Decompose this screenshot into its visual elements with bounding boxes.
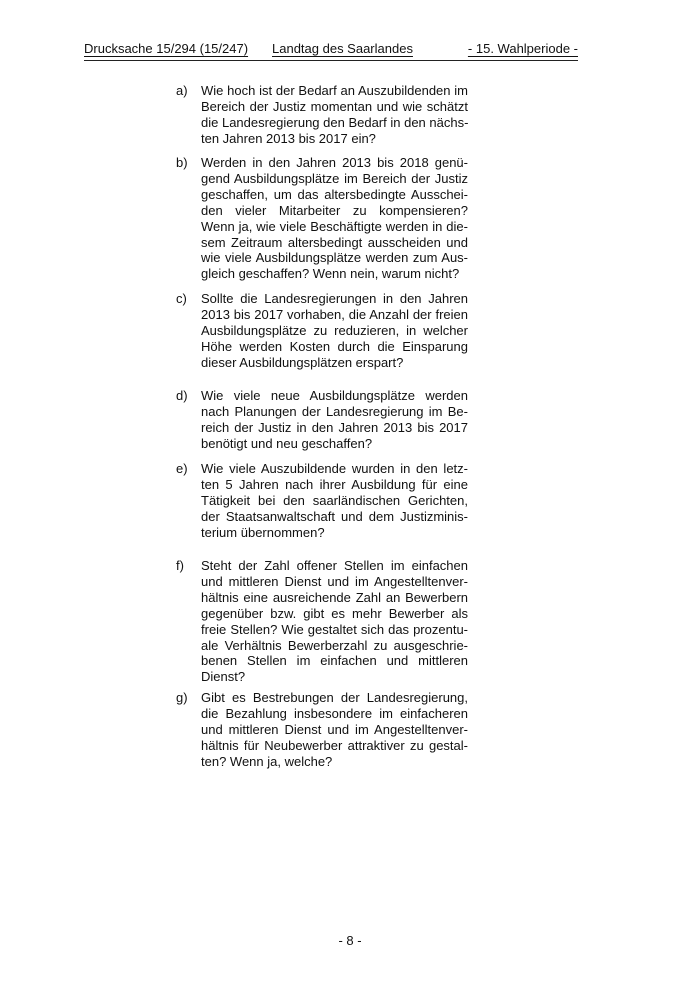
question-line: freie Stellen? Wie gestaltet sich das prozentu- [201,621,468,637]
question-label: e) [176,461,188,476]
question-label: a) [176,83,188,98]
question-line: Wie viele neue Ausbildungsplätze werden [201,388,468,403]
page-header [84,40,578,61]
question-label: c) [176,291,187,306]
question-line: Höhe werden Kosten durch die Einsparung [201,338,468,354]
question-line: reich der Justiz in den Jahren 2013 bis 2017 [201,419,468,435]
question-line: Tätigkeit bei den saarländischen Gerichten, [201,492,468,508]
question-line: und mittleren Dienst und im Angestelltenver- [201,721,468,737]
question-line: Werden in den Jahren 2013 bis 2018 genü- [201,155,468,170]
header-legislative-period: - 15. Wahlperiode - [467,41,578,56]
question-line: nach Planungen der Landesregierung im Be- [201,403,468,419]
question-line: Steht der Zahl offener Stellen im einfachen [201,558,468,573]
question-text [201,83,468,147]
page-number: - 8 - [338,933,362,948]
question-d [176,388,468,452]
question-f [176,558,468,685]
question-line: terium übernommen? [201,524,325,540]
question-e [176,461,468,541]
question-text [201,155,468,282]
question-line: Dienst? [201,669,246,685]
question-line: hältnis eine ausreichende Zahl an Bewerbern [201,589,468,605]
question-line: benötigt und neu geschaffen? [201,435,373,451]
header-parliament-name: Landtag des Saarlandes [272,41,413,56]
question-text [201,291,468,371]
question-line: die Bezahlung insbesondere im einfacheren [201,705,468,721]
question-text [201,558,468,685]
question-a [176,83,468,147]
question-c [176,291,468,371]
question-line: 2013 bis 2017 vorhaben, die Anzahl der freien [201,306,468,322]
question-line: der Staatsanwaltschaft und dem Justizminis- [201,508,468,524]
question-line: wie viele Ausbildungsplätze werden zum Aus- [201,250,468,266]
question-line: gleich geschaffen? Wenn nein, warum nicht? [201,266,460,282]
question-label: b) [176,155,188,170]
question-line: und mittleren Dienst und im Angestelltenver- [201,573,468,589]
question-text [201,388,468,452]
question-b [176,155,468,282]
question-line: dieser Ausbildungsplätzen erspart? [201,354,404,370]
question-line: die Landesregierung den Bedarf in den nächs- [201,114,469,130]
question-text [201,690,468,770]
question-label: f) [176,558,184,573]
question-line: benen Stellen im einfachen und mittleren [201,653,468,669]
question-line: Wie viele Auszubildende wurden in den letz- [201,461,468,476]
question-line: Bereich der Justiz momentan und wie schätzt [201,98,468,114]
question-text [201,461,468,541]
question-line: Sollte die Landesregierungen in den Jahren [201,291,468,306]
question-line: ten? Wenn ja, welche? [201,753,333,769]
question-line: Wenn ja, wie viele Beschäftigte werden in die- [201,218,468,234]
question-line: ale Verhältnis Bewerberzahl zu ausgeschrie- [201,637,468,653]
question-line: gend Ausbildungsplätze im Bereich der Justiz [201,170,468,186]
question-line: gegenüber bzw. gibt es mehr Bewerber als [201,605,468,621]
question-g [176,690,468,770]
question-line: ten 5 Jahren nach ihrer Ausbildung für eine [201,476,468,492]
question-line: den vieler Mitarbeiter zu kompensieren? [201,202,468,218]
question-label: g) [176,690,188,705]
question-line: geschaffen, um das altersbedingte Ausschei- [201,186,468,202]
question-line: Ausbildungsplätze zu reduzieren, in welcher [201,322,468,338]
question-label: d) [176,388,188,403]
question-line: sem Zeitraum altersbedingt ausscheiden und [201,234,468,250]
question-line: hältnis für Neubewerber attraktiver zu gestal- [201,737,468,753]
question-line: Gibt es Bestrebungen der Landesregierung, [201,690,468,705]
header-document-number: Drucksache 15/294 (15/247) [84,41,249,56]
question-line: ten Jahren 2013 bis 2017 ein? [201,130,376,146]
question-line: Wie hoch ist der Bedarf an Auszubildenden im [201,83,468,98]
